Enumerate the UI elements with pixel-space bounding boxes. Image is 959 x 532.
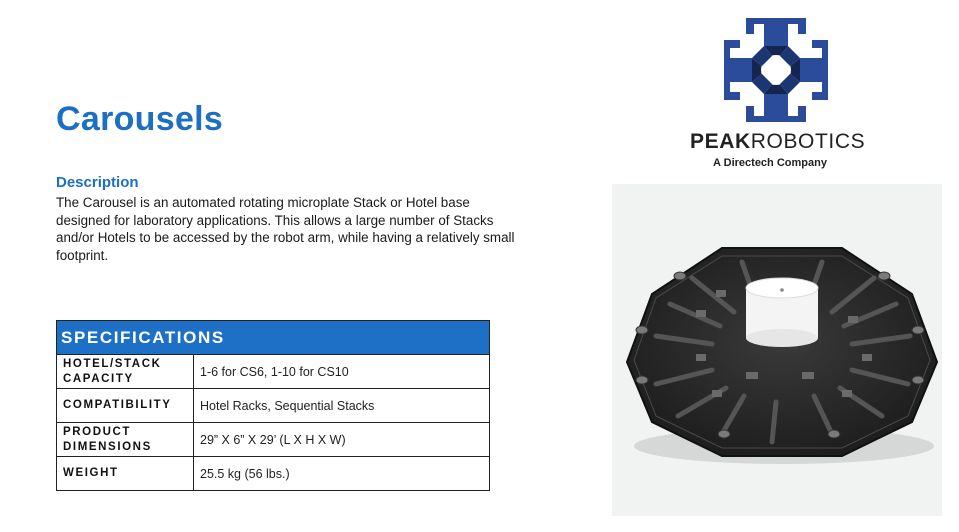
spec-value: 29” X 6” X 29’ (L X H X W) bbox=[194, 423, 490, 457]
specifications-header: SPECIFICATIONS bbox=[57, 321, 490, 355]
logo-brand-light: ROBOTICS bbox=[750, 130, 866, 153]
specifications-table bbox=[56, 320, 490, 491]
spec-label: HOTEL/STACK CAPACITY bbox=[57, 355, 194, 389]
table-row bbox=[57, 389, 490, 423]
spec-label: WEIGHT bbox=[57, 457, 194, 491]
table-row bbox=[57, 355, 490, 389]
spec-value: Hotel Racks, Sequential Stacks bbox=[194, 389, 490, 423]
logo-brand-name bbox=[690, 130, 866, 154]
spec-value: 1-6 for CS6, 1-10 for CS10 bbox=[194, 355, 490, 389]
description-text: The Carousel is an automated rotating microplate Stack or Hotel base designed for laboratory applications. This allows a large number of Stacks and/or Hotels to be accessed by the robot arm, while having a relatively small footprint. bbox=[56, 195, 515, 263]
table-row bbox=[57, 423, 490, 457]
logo-brand-bold: PEAK bbox=[690, 130, 751, 153]
table-row bbox=[57, 457, 490, 491]
page-title: Carousels bbox=[56, 100, 224, 138]
spec-value: 25.5 kg (56 lbs.) bbox=[194, 457, 490, 491]
description-heading: Description bbox=[56, 174, 139, 191]
carousel-product-image bbox=[612, 184, 942, 516]
spec-label: PRODUCT DIMENSIONS bbox=[57, 423, 194, 457]
logo-tagline: A Directech Company bbox=[713, 157, 827, 169]
spec-label: COMPATIBILITY bbox=[57, 389, 194, 423]
